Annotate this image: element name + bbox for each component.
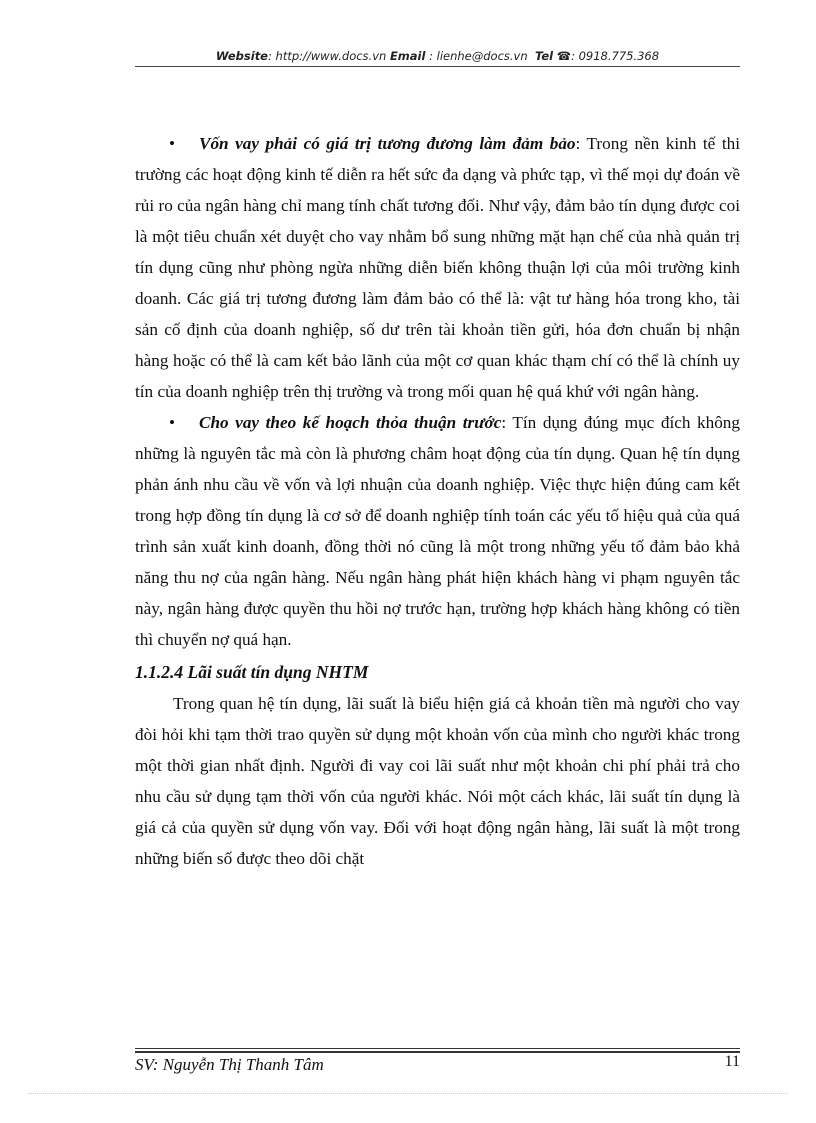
email-label: Email	[389, 49, 426, 63]
page-number: 11	[724, 1053, 740, 1070]
bullet-paragraph-plan	[135, 407, 740, 655]
footer-divider-thick	[135, 1051, 740, 1053]
website-label: Website	[215, 49, 268, 63]
bullet-lead: Vốn vay phải có giá trị tương đương làm đảm bảo	[199, 134, 576, 153]
footer-divider-thin	[135, 1048, 740, 1049]
page-header	[135, 49, 740, 63]
header-divider	[135, 66, 740, 67]
section-heading: 1.1.2.4 Lãi suất tín dụng NHTM	[135, 662, 369, 682]
page-edge-dotted-line	[28, 1093, 788, 1094]
website-value: : http://www.docs.vn	[268, 49, 387, 63]
bullet-text: : Trong nền kinh tế thi trường các hoạt động kinh tế diễn ra hết sức đa dạng và phức tạp, vì thế mọi dự đoán về rủi ro của ngân hàng chỉ mang tính chất tương đối. Như vậy, đảm bảo tín dụng được coi là một tiêu chuẩn xét duyệt cho vay nhằm bổ sung những mặt hạn chế của nhà quản trị tín dụng cũng như phòng ngừa những diễn biến không thuận lợi của môi trường kinh doanh. Các giá trị tương đương làm đảm bảo có thể là: vật tư hàng hóa trong kho, tài sản cố định của doanh nghiệp, số dư trên tài khoản tiền gửi, hóa đơn chuẩn bị nhận hàng hoặc có thể là cam kết bảo lãnh của một cơ quan khác thạm chí có thể là chính uy tín của doanh nghiệp trên thị trường và trong mối quan hệ quá khứ với ngân hàng.	[135, 134, 740, 401]
tel-value: : 0918.775.368	[571, 49, 660, 63]
bullet-paragraph-collateral	[135, 128, 740, 407]
tel-label: Tel	[534, 49, 554, 63]
bullet-text: : Tín dụng đúng mục đích không những là nguyên tắc mà còn là phương châm hoạt động của tín dụng. Quan hệ tín dụng phản ánh nhu cầu về vốn và lợi nhuận của doanh nghiệp. Việc thực hiện đúng cam kết trong hợp đồng tín dụng là cơ sở để doanh nghiệp tính toán các yếu tố hiệu quả của quá trình sản xuất kinh doanh, đồng thời nó cũng là một trong những yếu tố đảm bảo khả năng thu nợ của ngân hàng. Nếu ngân hàng phát hiện khách hàng vi phạm nguyên tắc này, ngân hàng được quyền thu hồi nợ trước hạn, trường hợp khách hàng không có tiền thì chuyển nợ quá hạn.	[135, 413, 740, 649]
bullet-marker: •	[169, 134, 176, 153]
email-value: : lienhe@docs.vn	[429, 49, 528, 63]
bullet-lead: Cho vay theo kế hoạch thỏa thuận trước	[199, 413, 502, 432]
student-name: SV: Nguyễn Thị Thanh Tâm	[135, 1055, 324, 1074]
bullet-marker: •	[169, 413, 176, 432]
page-content	[135, 128, 740, 874]
body-paragraph: Trong quan hệ tín dụng, lãi suất là biểu hiện giá cả khoản tiền mà người cho vay đòi hỏi khi tạm thời trao quyền sử dụng một khoản vốn của mình cho người khác trong một thời gian nhất định. Người đi vay coi lãi suất như một khoản chi phí phải trả cho nhu cầu sử dụng tạm thời vốn của người khác. Nói một cách khác, lãi suất tín dụng là giá cả của quyền sử dụng vốn vay. Đối với hoạt động ngân hàng, lãi suất là một trong những biến số được theo dõi chặt	[135, 694, 740, 868]
phone-icon: ☎	[556, 49, 572, 63]
